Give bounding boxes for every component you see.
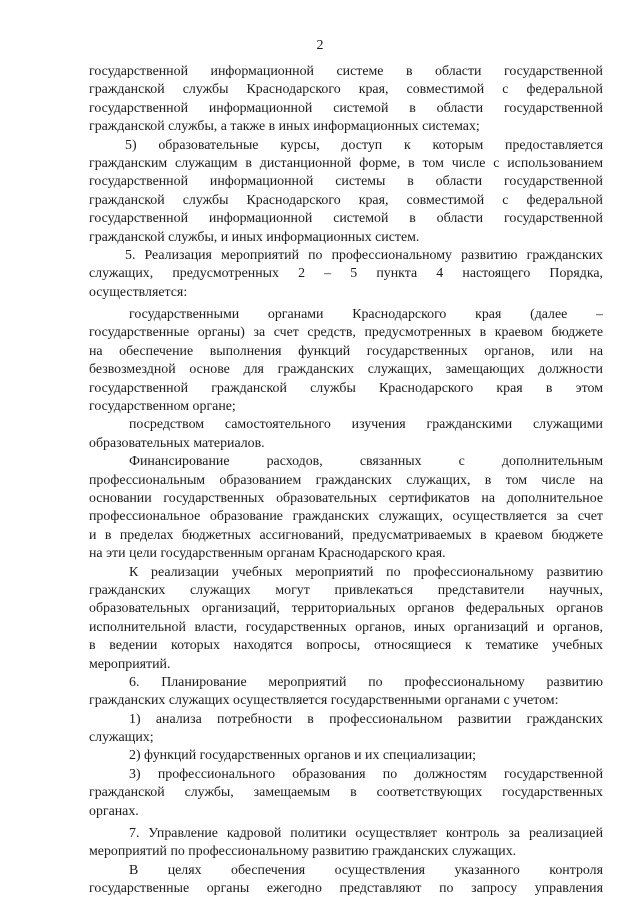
text-line: посредством самостоятельного изучения гражданскими служащими <box>129 417 603 433</box>
text-line: профессиональное образование гражданских служащих, осуществляется за счет <box>89 509 603 525</box>
text-line: мероприятий. <box>89 656 171 672</box>
text-line: безвозмездной основе для гражданских служащих, замещающих должности <box>89 362 603 378</box>
paragraph <box>89 564 603 674</box>
text-line: профессиональным образованием гражданских служащих, в том числе на <box>89 472 603 488</box>
text-line: Финансирование расходов, связанных с дополнительным <box>129 454 603 470</box>
text-line: на эти цели государственным органам Краснодарского края. <box>89 546 446 562</box>
paragraph <box>89 862 603 899</box>
text-line: В целях обеспечения осуществления указанного контроля <box>129 862 603 878</box>
text-line: гражданских служащих осуществляется государственными органами с учетом: <box>89 693 559 709</box>
text-line: государственной информационной системы в области государственной <box>89 174 603 190</box>
text-line: в ведении которых находятся вопросы, относящиеся к тематике учебных <box>89 638 603 654</box>
text-line: служащих; <box>89 730 154 746</box>
text-line: государственной информационной системой в области государственной <box>89 100 603 116</box>
text-line: гражданской службы, замещаемым в соответствующих государственных <box>89 785 603 801</box>
text-line: 3) профессионального образования по должностям государственной <box>129 766 603 782</box>
paragraph <box>89 825 603 862</box>
text-line: 6. Планирование мероприятий по профессиональному развитию <box>129 674 603 690</box>
text-line: 5) образовательные курсы, доступ к которым предоставляется <box>125 137 603 153</box>
text-line: гражданской службы, и иных информационных систем. <box>89 229 420 245</box>
text-line: гражданской службы, а также в иных информационных системах; <box>89 119 480 135</box>
paragraph <box>89 747 603 765</box>
paragraph <box>89 766 603 821</box>
text-line: государственными органами Краснодарского края (далее – <box>129 307 603 323</box>
text-line: гражданских служащих могут привлекаться представители научных, <box>89 582 603 598</box>
text-line: образовательных материалов. <box>89 435 265 451</box>
text-line: государственные органы ежегодно представляют по запросу управления <box>89 881 603 897</box>
text-line: 7. Управление кадровой политики осуществляет контроль за реализацией <box>129 826 603 842</box>
paragraph <box>89 674 603 711</box>
text-line: органах. <box>89 803 139 819</box>
text-line: исполнительной власти, государственных органов, иных организаций и органов, <box>89 619 603 635</box>
paragraph <box>89 453 603 563</box>
paragraph <box>89 306 603 416</box>
text-line: государственные органы) за счет средств, предусмотренных в краевом бюджете <box>89 325 603 341</box>
text-line: служащих, предусмотренных 2 – 5 пункта 4 настоящего Порядка, <box>89 266 603 282</box>
text-line: К реализации учебных мероприятий по профессиональному развитию <box>129 564 603 580</box>
document-body <box>89 63 603 899</box>
page-number: 2 <box>316 38 324 53</box>
text-line: 5. Реализация мероприятий по профессиональному развитию гражданских <box>125 247 603 263</box>
text-line: образовательных организаций, территориальных органов федеральных органов <box>89 601 603 617</box>
text-line: гражданской службы Краснодарского края, совместимой с федеральной <box>89 82 603 98</box>
text-line: 2) функций государственных органов и их специализации; <box>129 748 476 764</box>
paragraph <box>89 416 603 453</box>
text-line: и в пределах бюджетных ассигнований, предусматриваемых в краевом бюджете <box>89 527 603 543</box>
text-line: государственной информационной системе в области государственной <box>89 64 603 79</box>
text-line: гражданским служащим в дистанционной форме, в том числе с использованием <box>89 155 603 171</box>
text-line: на обеспечение выполнения функций государственных органов, или на <box>89 343 603 359</box>
text-line: государственном органе; <box>89 399 236 415</box>
text-line: осуществляется: <box>89 284 188 300</box>
paragraph <box>89 63 603 137</box>
text-line: мероприятий по профессиональному развитию гражданских служащих. <box>89 844 517 860</box>
paragraph <box>89 137 603 247</box>
text-line: гражданской службы Краснодарского края, совместимой с федеральной <box>89 192 603 208</box>
text-line: 1) анализа потребности в профессиональном развитии гражданских <box>129 711 603 727</box>
paragraph <box>89 711 603 748</box>
text-line: государственной гражданской службы Краснодарского края в этом <box>89 380 603 396</box>
text-line: основании государственных образовательных сертификатов на дополнительное <box>89 490 603 506</box>
text-line: государственной информационной системой в области государственной <box>89 211 603 227</box>
paragraph <box>89 247 603 302</box>
